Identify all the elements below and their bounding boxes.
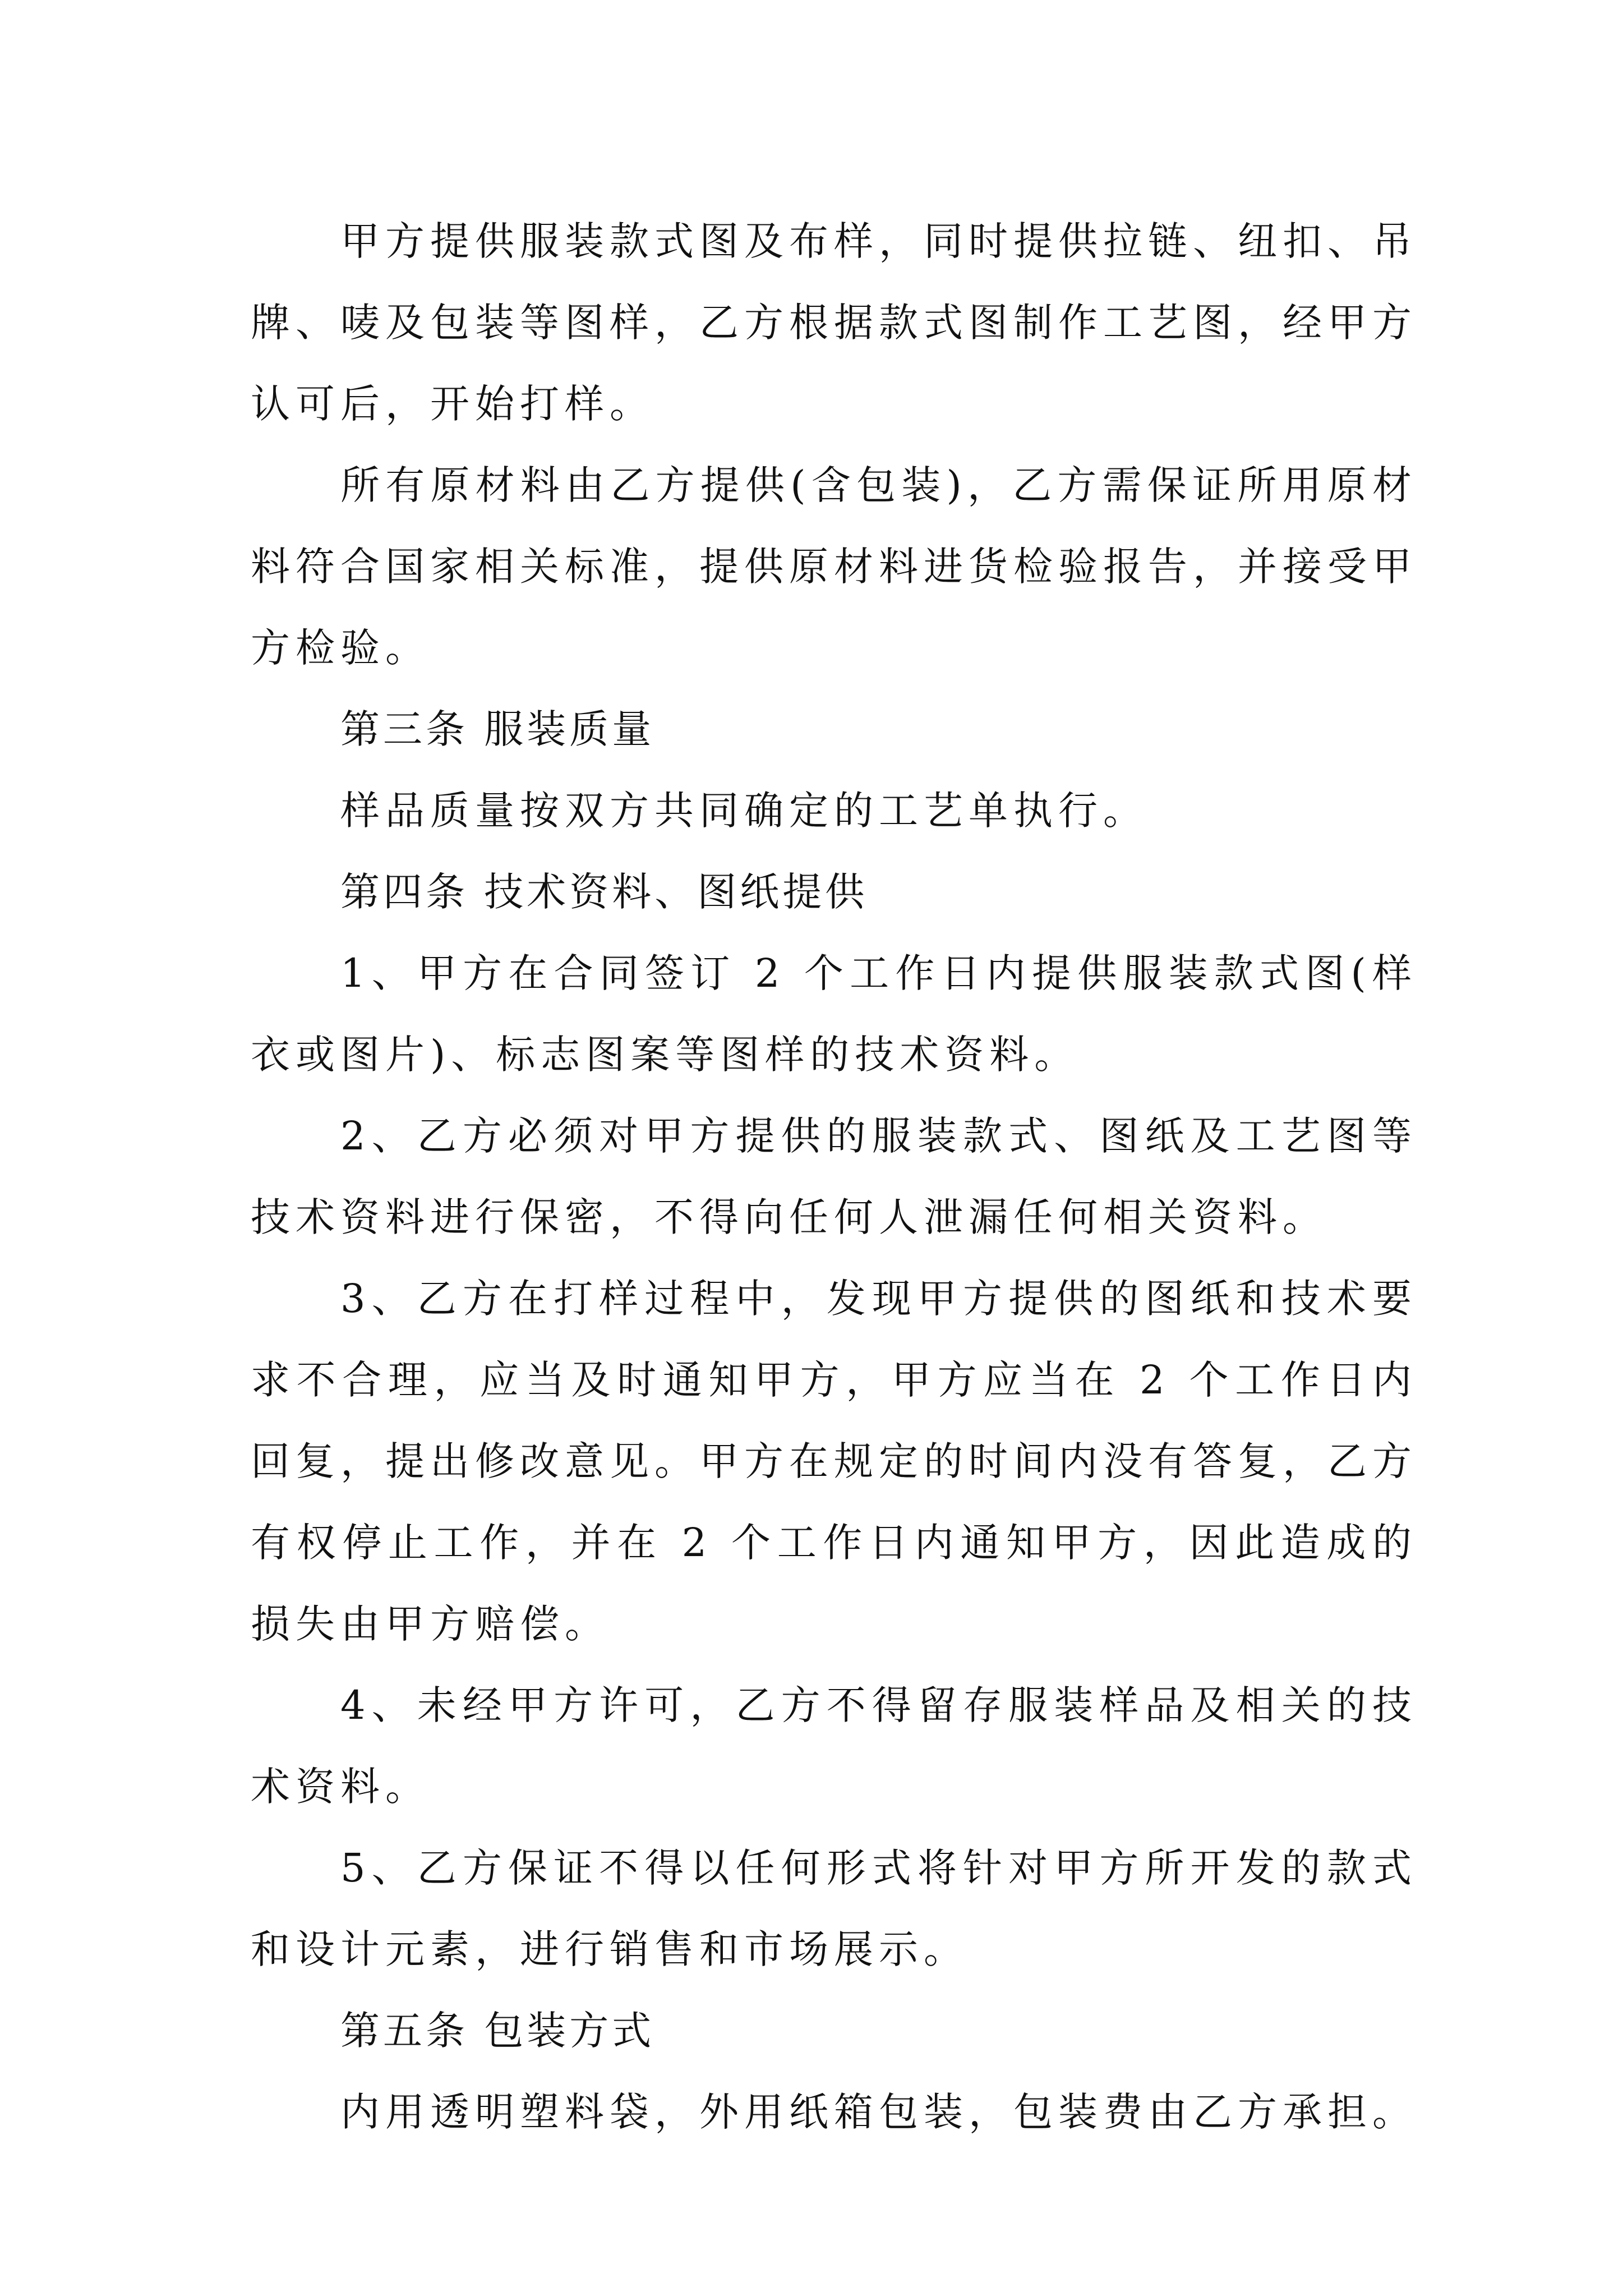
paragraph-sample-quality: 样品质量按双方共同确定的工艺单执行。 bbox=[340, 788, 1148, 834]
paragraph-packaging: 内用透明塑料袋，外用纸箱包装，包装费由乙方承担。 bbox=[340, 2089, 1417, 2135]
paragraph-clause-2: 2、乙方必须对甲方提供的服装款式、图纸及工艺图等技术资料进行保密，不得向任何人泄漏任何相关资料。 bbox=[251, 1113, 1417, 1240]
paragraph-materials-supply: 甲方提供服装款式图及布样，同时提供拉链、纽扣、吊牌、唛及包装等图样，乙方根据款式图制作工艺图，经甲方认可后，开始打样。 bbox=[251, 218, 1417, 427]
paragraph-clause-4: 4、未经甲方许可，乙方不得留存服装样品及相关的技术资料。 bbox=[251, 1682, 1417, 1810]
heading-article-4: 第四条 技术资料、图纸提供 bbox=[340, 869, 868, 915]
document-body bbox=[251, 201, 1417, 2153]
heading-article-5: 第五条 包装方式 bbox=[340, 2008, 655, 2054]
paragraph-raw-materials: 所有原材料由乙方提供(含包装)，乙方需保证所用原材料符合国家相关标准，提供原材料进货检验报告，并接受甲方检验。 bbox=[251, 462, 1417, 671]
paragraph-clause-5: 5、乙方保证不得以任何形式将针对甲方所开发的款式和设计元素，进行销售和市场展示。 bbox=[251, 1845, 1417, 1972]
paragraph-clause-3: 3、乙方在打样过程中，发现甲方提供的图纸和技术要求不合理，应当及时通知甲方，甲方应当在 2 个工作日内回复，提出修改意见。甲方在规定的时间内没有答复，乙方有权停止工作，并在 2 个工作日内通知甲方，因此造成的损失由甲方赔偿。 bbox=[251, 1276, 1417, 1647]
paragraph-clause-1: 1、甲方在合同签订 2 个工作日内提供服装款式图(样衣或图片)、标志图案等图样的技术资料。 bbox=[251, 950, 1417, 1078]
heading-article-3: 第三条 服装质量 bbox=[340, 706, 655, 752]
